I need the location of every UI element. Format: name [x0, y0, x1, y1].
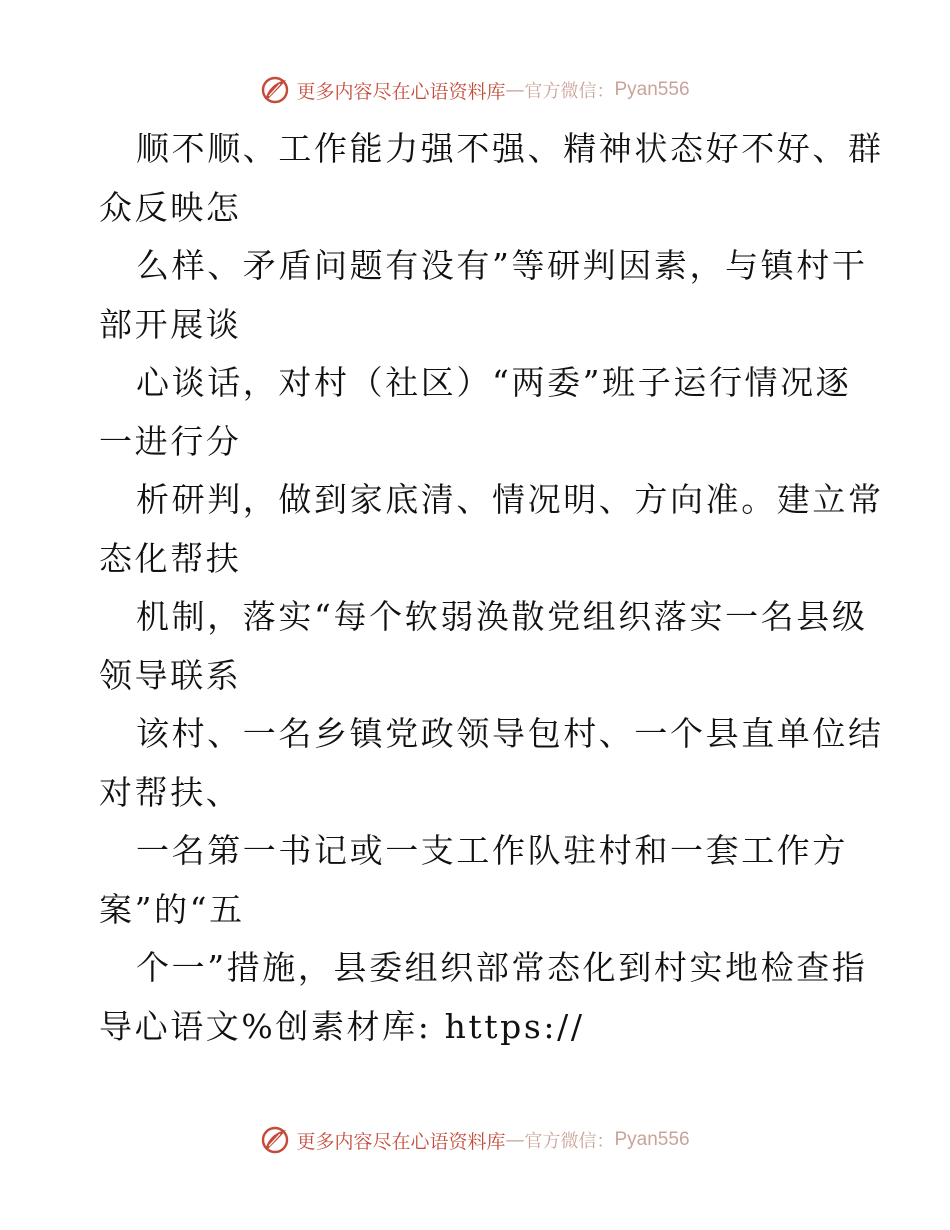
paragraph-line: 导心语文%创素材库: https://: [99, 1006, 585, 1046]
paragraph-4: [99, 471, 884, 588]
paragraph-line: 析研判，做到家底清、情况明、方向准。建立常: [136, 480, 884, 519]
paragraph-1: [99, 120, 884, 237]
paragraph-line: 一名第一书记或一支工作队驻村和一套工作方: [136, 831, 848, 870]
paragraph-3: [99, 354, 859, 471]
pen-logo-icon: [260, 1125, 290, 1155]
watermark-title: 更多内容尽在心语资料库: [296, 1130, 506, 1153]
watermark-wechat-id: Pyan556: [614, 79, 690, 100]
paragraph-line: 部开展谈: [99, 304, 242, 344]
paragraph-line: 众反映怎: [99, 187, 242, 227]
paragraph-2: [99, 237, 868, 354]
paragraph-line: 领导联系: [99, 655, 242, 695]
paragraph-line: 个一”措施，县委组织部常态化到村实地检查指: [136, 948, 868, 987]
paragraph-line: 对帮扶、: [99, 772, 242, 812]
watermark-wechat-label: 官方微信：: [524, 81, 615, 102]
paragraph-8: [99, 939, 868, 1056]
watermark-wechat-id: Pyan556: [614, 1129, 690, 1150]
paragraph-5: [99, 588, 868, 705]
paragraph-line: 顺不顺、工作能力强不强、精神状态好不好、群: [136, 129, 884, 168]
watermark-dash: —: [505, 1129, 525, 1151]
paragraph-line: 心谈话，对村（社区）“两委”班子运行情况逐: [136, 363, 852, 402]
document-body: [99, 120, 884, 1056]
watermark-wechat-label: 官方微信：: [524, 1131, 615, 1152]
paragraph-6: [99, 705, 884, 822]
header-watermark: [0, 70, 950, 110]
watermark-dash: —: [505, 79, 525, 101]
paragraph-line: 案”的“五: [99, 889, 245, 929]
paragraph-line: 机制，落实“每个软弱涣散党组织落实一名县级: [136, 597, 868, 636]
paragraph-line: 态化帮扶: [99, 538, 242, 578]
paragraph-7: [99, 822, 859, 939]
paragraph-line: 该村、一名乡镇党政领导包村、一个县直单位结: [136, 714, 884, 753]
paragraph-line: 么样、矛盾问题有没有”等研判因素，与镇村干: [136, 246, 868, 285]
watermark-title: 更多内容尽在心语资料库: [296, 80, 506, 103]
paragraph-line: 一进行分: [99, 421, 242, 461]
footer-watermark: [0, 1120, 950, 1160]
pen-logo-icon: [260, 75, 290, 105]
